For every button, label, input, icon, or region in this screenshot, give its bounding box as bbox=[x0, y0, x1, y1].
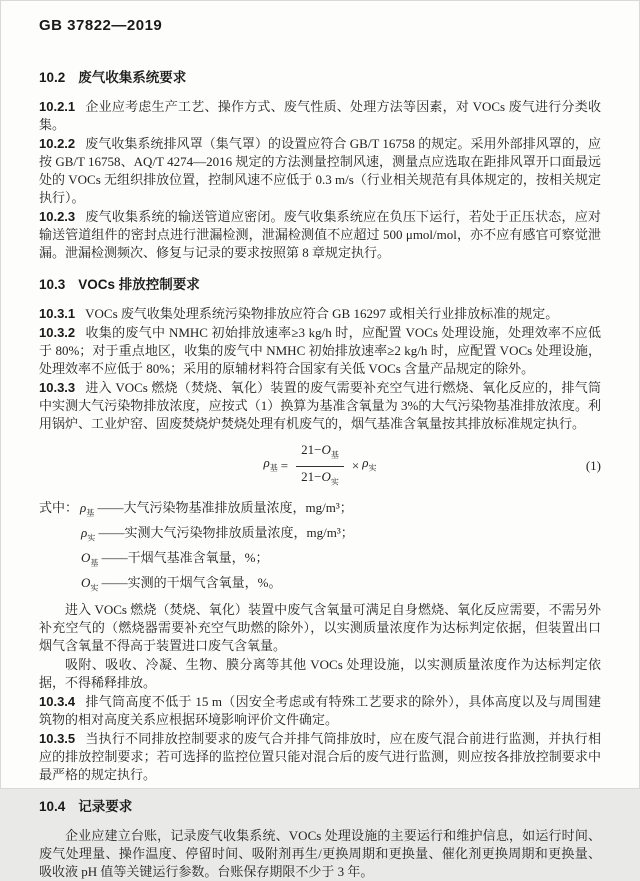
clause-number: 10.3.5 bbox=[39, 730, 76, 746]
clause-10-3-5 bbox=[39, 730, 601, 784]
fraction bbox=[296, 442, 344, 490]
definition: 干烟气基准含氧量，%； bbox=[127, 550, 269, 566]
clause-10-2-3 bbox=[39, 208, 601, 262]
times-sign: × bbox=[351, 458, 360, 474]
where-row: $O_基$ ——干烟气基准含氧量，%； bbox=[81, 550, 269, 568]
section-number: 10.3 bbox=[39, 277, 66, 292]
clause-text: 废气收集系统的输送管道应密闭。废气收集系统应在负压下运行，若处于正压状态，应对输送管道组件的密封点进行泄漏检测，泄漏检测值不应超过 500 μmol/mol，亦不应有感官可察觉泄漏。泄漏检测频次、修复与记录的要求按照第 8 章规定执行。 bbox=[39, 209, 601, 260]
clause-text: VOCs 废气收集处理系统污染物排放应符合 GB 16297 或相关行业排放标准的规定。 bbox=[85, 306, 559, 321]
standard-number-header: GB 37822—2019 bbox=[39, 17, 163, 34]
clause-10-3-2 bbox=[39, 324, 601, 378]
symbol: ρ bbox=[81, 525, 88, 541]
paragraph-other-treatment: 吸附、吸收、冷凝、生物、膜分离等其他 VOCs 处理设施，以实测质量浓度作为达标判定依据，不得稀释排放。 bbox=[39, 656, 601, 690]
clause-number: 10.3.3 bbox=[39, 380, 76, 395]
symbol: O bbox=[81, 575, 91, 591]
clause-text: 废气收集系统排风罩（集气罩）的设置应符合 GB/T 16758 的规定。采用外部排风罩的，应按 GB/T 16758、AQ/T 4274—2016 规定的方法测量控制风速，测量点应选取在距排风罩开口面最远处的 VOCs 无组织排放位置，控制风速不应低于 0.3 m/s（行业相关规范有具体规定的，按相关规定执行）。 bbox=[39, 136, 601, 205]
section-title: VOCs 排放控制要求 bbox=[78, 277, 200, 292]
clause-number: 10.2.3 bbox=[39, 209, 76, 224]
section-title: 记录要求 bbox=[78, 798, 133, 814]
formula-1 bbox=[39, 442, 601, 490]
fraction-denominator: $21-O_实$ bbox=[301, 468, 339, 487]
section-heading-10-2 bbox=[39, 69, 601, 87]
where-row: 式中： $\rho_基$ ——大气污染物基准排放质量浓度，mg/m³； bbox=[39, 500, 353, 518]
section-number: 10.4 bbox=[39, 798, 66, 814]
clause-number: 10.3.2 bbox=[39, 325, 76, 340]
section-title: 废气收集系统要求 bbox=[78, 70, 187, 85]
where-row: $O_实$ ——实测的干烟气含氧量，%。 bbox=[81, 575, 282, 594]
formula-expression bbox=[264, 442, 377, 490]
clause-number: 10.2.2 bbox=[39, 136, 76, 151]
where-label: 式中： bbox=[39, 500, 79, 516]
where-list bbox=[39, 498, 601, 598]
clause-number: 10.2.1 bbox=[39, 99, 76, 114]
dash: —— bbox=[98, 525, 125, 541]
definition: 大气污染物基准排放质量浓度，mg/m³； bbox=[123, 500, 353, 516]
section-number: 10.2 bbox=[39, 70, 66, 85]
clause-text: 排气筒高度不低于 15 m（因安全考虑或有特殊工艺要求的除外），具体高度以及与周围建筑物的相对高度关系应根据环境影响评价文件确定。 bbox=[39, 693, 601, 727]
definition: 实测的干烟气含氧量，%。 bbox=[127, 575, 282, 591]
dash: —— bbox=[101, 575, 128, 591]
clause-text: 进入 VOCs 燃烧（焚烧、氧化）装置的废气需要补充空气进行燃烧、氧化反应的，排气筒中实测大气污染物排放浓度，应按式（1）换算为基准含氧量为 3%的大气污染物基准排放浓度。利用锅炉、工业炉窑、固废焚烧炉焚烧处理有机废气的，烟气基准含氧量按其排放标准规定执行。 bbox=[39, 380, 601, 431]
dash: —— bbox=[101, 550, 128, 566]
definition: 实测大气污染物排放质量浓度，mg/m³； bbox=[124, 525, 354, 541]
symbol: ρ bbox=[80, 500, 87, 516]
paragraph-oxygen-supplement: 进入 VOCs 燃烧（焚烧、氧化）装置中废气含氧量可满足自身燃烧、氧化反应需要，不需另外补充空气的（燃烧器需要补充空气助燃的除外），以实测质量浓度作为达标判定依据，但装置出口烟气含氧量不得高于装置进口废气含氧量。 bbox=[39, 601, 601, 653]
symbol: O bbox=[81, 550, 91, 566]
equals-sign: = bbox=[280, 458, 289, 474]
clause-10-3-4 bbox=[39, 693, 601, 729]
clause-10-3-3 bbox=[39, 379, 601, 433]
formula-rhs: $\rho_实$ bbox=[362, 455, 377, 473]
fraction-numerator: $21-O_基$ bbox=[296, 442, 344, 467]
clause-text: 当执行不同排放控制要求的废气合并排气筒排放时，应在废气混合前进行监测，并执行相应的排放控制要求；若可选择的监控位置只能对混合后的废气进行监测，则应按各排放控制要求中最严格的规定执行。 bbox=[39, 730, 601, 782]
clause-text: 企业应考虑生产工艺、操作方式、废气性质、处理方法等因素，对 VOCs 废气进行分类收集。 bbox=[39, 99, 601, 132]
clause-10-3-1 bbox=[39, 305, 601, 323]
dash: —— bbox=[97, 500, 124, 516]
section-heading-10-4 bbox=[39, 798, 601, 816]
clause-number: 10.3.1 bbox=[39, 306, 76, 321]
clause-text: 收集的废气中 NMHC 初始排放速率≥3 kg/h 时，应配置 VOCs 处理设施，处理效率不应低于 80%；对于重点地区，收集的废气中 NMHC 初始排放速率≥2 kg/h 时，应配置 VOCs 处理设施，处理效率不应低于 80%；采用的原辅材料符合国家有关低 VOCs 含量产品规定的除外。 bbox=[39, 325, 601, 376]
equation-number: (1) bbox=[585, 458, 601, 474]
paragraph-record-keeping: 企业应建立台账，记录废气收集系统、VOCs 处理设施的主要运行和维护信息，如运行时间、废气处理量、操作温度、停留时间、吸附剂再生/更换周期和更换量、催化剂更换周期和更换量、吸收液 pH 值等关键运行参数。台账保存期限不少于 3 年。 bbox=[39, 827, 601, 879]
section-heading-10-3 bbox=[39, 276, 601, 294]
clause-number: 10.3.4 bbox=[39, 693, 76, 709]
clause-10-2-2 bbox=[39, 135, 601, 207]
where-row: $\rho_实$ ——实测大气污染物排放质量浓度，mg/m³； bbox=[81, 525, 354, 543]
formula-lhs: $\rho_基$ bbox=[263, 455, 278, 473]
clause-10-2-1 bbox=[39, 98, 601, 134]
